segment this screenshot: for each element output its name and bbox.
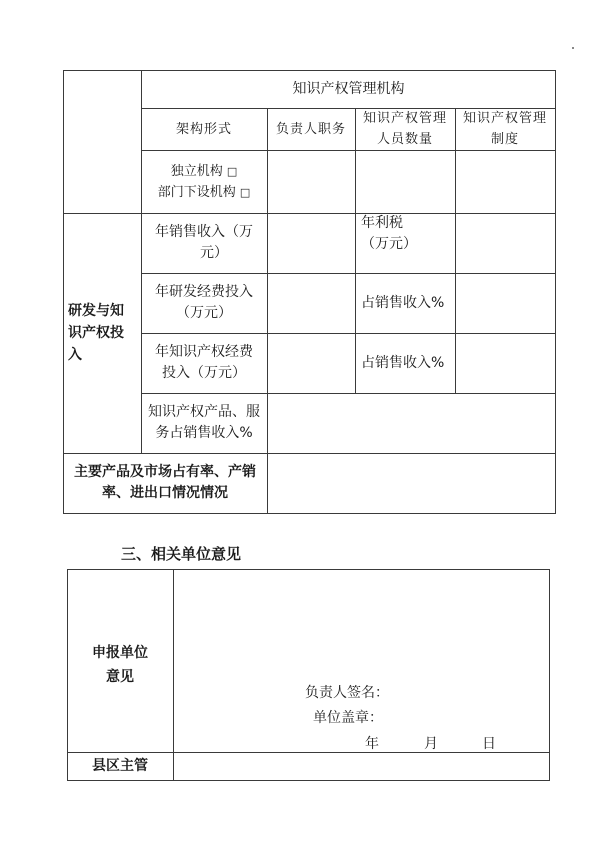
col-header-ip-system: 知识产权管理 制度 bbox=[462, 111, 547, 147]
checkbox-icon[interactable]: □ bbox=[226, 164, 238, 178]
option-department-sub[interactable]: 部门下设机构 □ bbox=[157, 184, 251, 200]
rd-section-label: 研发与知 识产权投 入 bbox=[68, 303, 124, 363]
ip-products-ratio-label: 知识产权产品、服 务占销售收入% bbox=[148, 404, 260, 441]
option-independent[interactable]: 独立机构 □ bbox=[170, 163, 238, 179]
col-header-leader-title: 负责人职务 bbox=[275, 121, 346, 137]
rd-expense-field[interactable] bbox=[267, 273, 355, 333]
annual-profit-tax-field[interactable] bbox=[455, 213, 555, 273]
ip-system-field[interactable] bbox=[455, 150, 555, 213]
annual-sales-label: 年销售收入（万 元） bbox=[155, 224, 253, 261]
structure-options bbox=[141, 150, 267, 213]
ip-expense-field[interactable] bbox=[267, 333, 355, 393]
county-authority-field[interactable] bbox=[174, 753, 549, 780]
month-label: 月 bbox=[424, 736, 438, 752]
annual-profit-tax-label: 年利税 （万元） bbox=[361, 215, 417, 252]
ip-org-header: 知识产权管理机构 bbox=[292, 80, 405, 97]
county-authority-label: 县区主管 bbox=[92, 757, 148, 774]
ip-expense-ratio-field[interactable] bbox=[455, 333, 555, 393]
seal-label: 单位盖章： bbox=[313, 710, 383, 726]
rd-expense-ratio-field[interactable] bbox=[455, 273, 555, 333]
ip-products-ratio-field[interactable] bbox=[267, 393, 555, 453]
ip-expense-label: 年知识产权经费 投入（万元） bbox=[155, 344, 253, 381]
applicant-opinion-label: 申报单位 意见 bbox=[92, 645, 148, 685]
signature-label: 负责人签名： bbox=[305, 685, 389, 701]
staff-count-field[interactable] bbox=[355, 150, 455, 213]
leader-title-field[interactable] bbox=[267, 150, 355, 213]
ip-expense-ratio-label: 占销售收入% bbox=[361, 354, 445, 371]
day-label: 日 bbox=[482, 736, 496, 752]
rd-expense-ratio-label: 占销售收入% bbox=[361, 294, 445, 311]
checkbox-icon[interactable]: □ bbox=[239, 185, 251, 199]
col-header-structure: 架构形式 bbox=[175, 121, 232, 137]
col-header-staff-count: 知识产权管理 人员数量 bbox=[362, 111, 447, 147]
market-share-field[interactable] bbox=[267, 453, 555, 513]
annual-sales-field[interactable] bbox=[267, 213, 355, 273]
scan-speck bbox=[572, 47, 574, 49]
year-label: 年 bbox=[365, 736, 379, 752]
market-share-label: 主要产品及市场占有率、产销 率、进出口情况情况 bbox=[74, 464, 256, 501]
section-heading: 三、相关单位意见 bbox=[121, 545, 242, 563]
rd-expense-label: 年研发经费投入 （万元） bbox=[155, 284, 253, 321]
